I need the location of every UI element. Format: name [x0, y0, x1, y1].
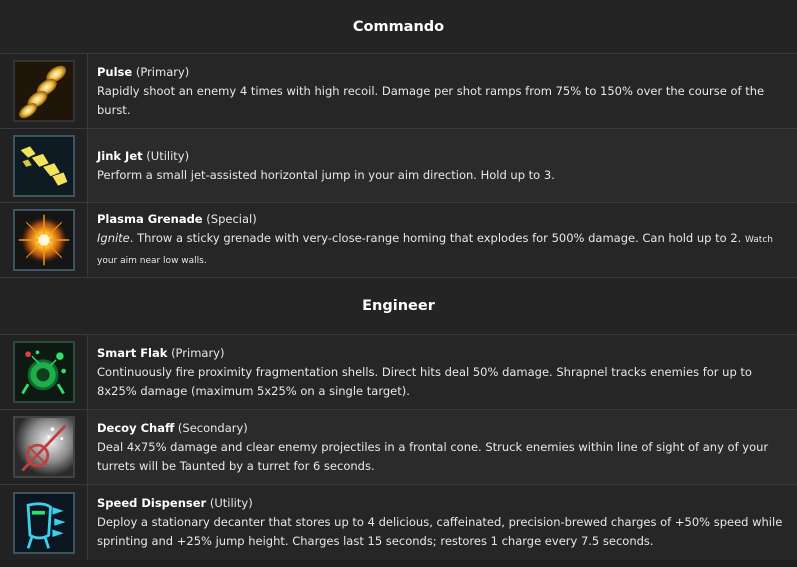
skill-icon-cell	[0, 485, 88, 560]
skill-slot: (Utility)	[146, 148, 190, 163]
skill-description: Deploy a stationary decanter that stores up to 4 delicious, caffeinated, precision-brewed charges of +50% speed while sprinting and +25% jump height. Charges last 15 seconds; restores 1 charge every 7.5 seconds.	[97, 515, 783, 548]
skill-row-decoy-chaff	[0, 410, 797, 485]
smart-flak-icon	[13, 341, 75, 403]
skill-keyword: Ignite	[97, 230, 130, 245]
skill-name: Jink Jet	[97, 148, 143, 163]
skill-description: Continuously fire proximity fragmentation shells. Direct hits deal 50% damage. Shrapnel tracks enemies for up to 8x25% damage (maximum 5x25% on a single target).	[97, 364, 752, 398]
pulse-icon	[13, 60, 75, 122]
skill-name: Decoy Chaff	[97, 420, 175, 435]
skill-description: Deal 4x75% damage and clear enemy projectiles in a frontal cone. Struck enemies within line of sight of any of your turrets will be Taunted by a turret for 6 seconds.	[97, 439, 769, 473]
skill-icon-cell	[0, 335, 88, 409]
skill-name: Speed Dispenser	[97, 496, 207, 510]
decoy-chaff-icon	[13, 416, 75, 478]
skill-description-text: . Throw a sticky grenade with very-close-range homing that explodes for 500% damage. Can hold up to 2.	[129, 230, 742, 245]
skill-row-pulse	[0, 54, 797, 129]
section-header-commando	[0, 0, 797, 54]
skill-description	[97, 229, 789, 271]
plasma-grenade-icon	[13, 209, 75, 271]
skill-note: Watch your aim near low walls.	[97, 234, 773, 266]
skill-text	[88, 335, 797, 409]
skill-icon-cell	[0, 203, 88, 277]
section-title: Engineer	[362, 298, 435, 314]
skill-name: Smart Flak	[97, 345, 168, 360]
skill-text	[88, 54, 797, 128]
skill-slot: (Primary)	[135, 64, 190, 79]
jink-jet-icon	[13, 135, 75, 197]
skill-row-smart-flak	[0, 335, 797, 410]
section-header-engineer	[0, 278, 797, 335]
speed-dispenser-icon	[13, 492, 75, 554]
skill-name: Pulse	[97, 64, 133, 79]
skill-text	[88, 203, 797, 277]
skill-description: Rapidly shoot an enemy 4 times with high recoil. Damage per shot ramps from 75% to 150% over the course of the burst.	[97, 83, 765, 117]
skill-slot: (Special)	[206, 211, 257, 226]
skill-slot: (Primary)	[171, 345, 225, 360]
skill-icon-cell	[0, 410, 88, 484]
skill-name: Plasma Grenade	[97, 211, 203, 226]
skill-icon-cell	[0, 129, 88, 202]
section-title: Commando	[352, 18, 445, 35]
skill-row-plasma-grenade	[0, 203, 797, 278]
skill-text	[88, 485, 797, 560]
skill-text	[88, 410, 797, 484]
skill-description: Perform a small jet-assisted horizontal jump in your aim direction. Hold up to 3.	[97, 167, 555, 182]
skill-slot: (Secondary)	[177, 420, 248, 435]
skill-text	[88, 129, 797, 202]
skill-slot: (Utility)	[209, 496, 253, 510]
skill-row-jink-jet	[0, 129, 797, 203]
skill-row-speed-dispenser	[0, 485, 797, 560]
skill-icon-cell	[0, 54, 88, 128]
